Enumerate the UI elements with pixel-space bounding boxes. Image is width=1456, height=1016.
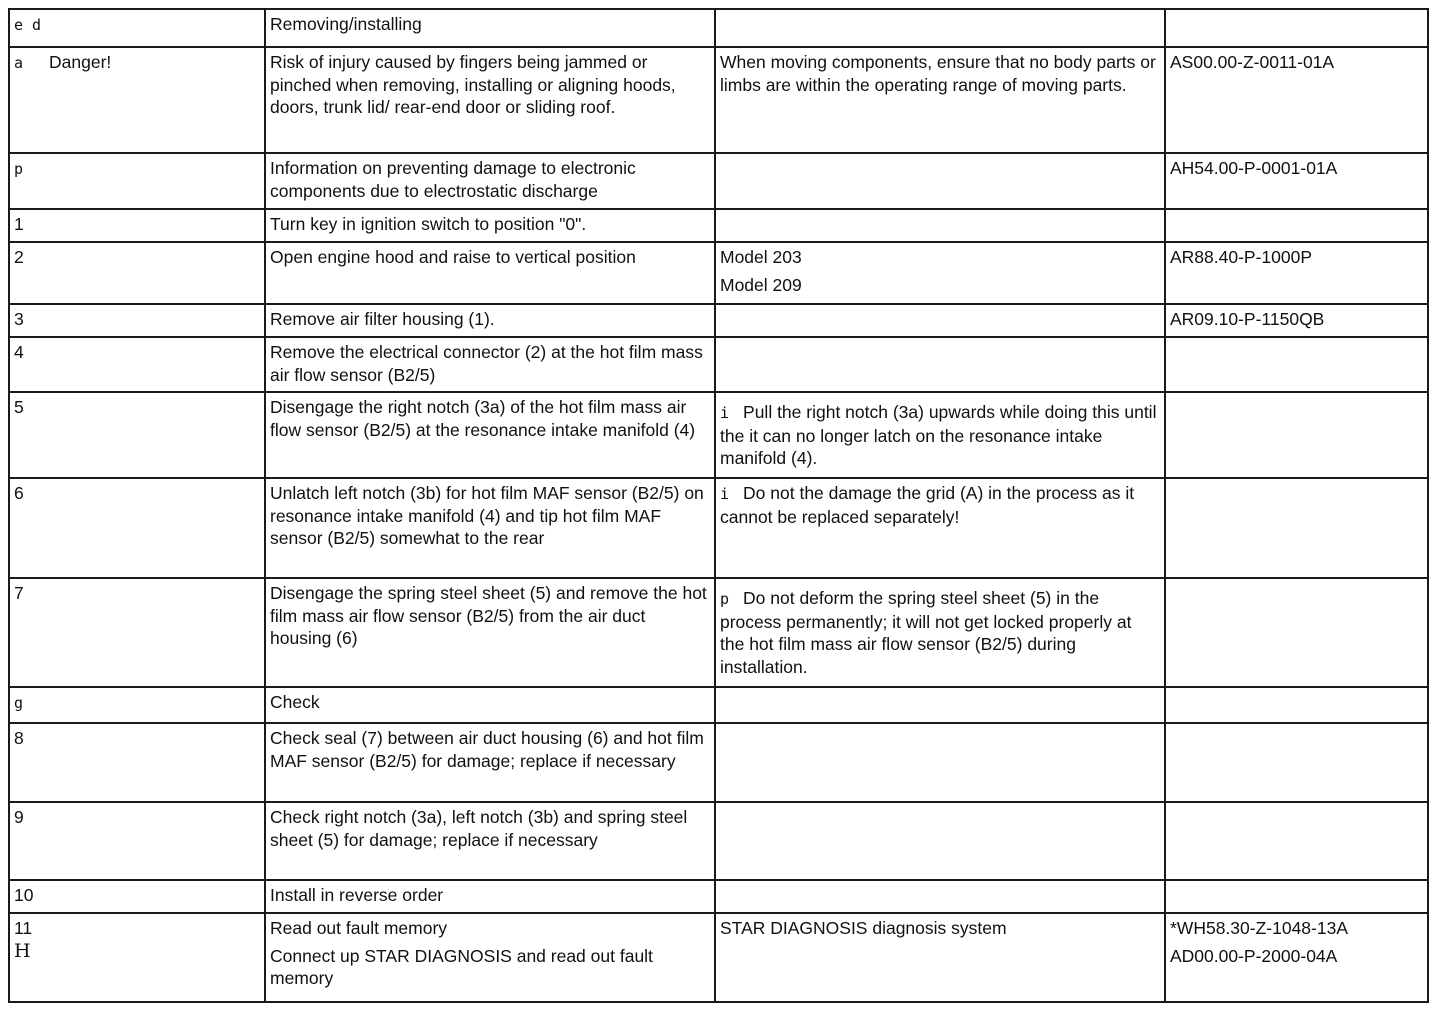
step-number: 3: [9, 304, 265, 337]
step-text: Check seal (7) between air duct housing (6) and hot film MAF sensor (B2/5) for damage; replace if necessary: [265, 723, 715, 802]
step-text: Turn key in ignition switch to position "0".: [265, 209, 715, 242]
table-row: [9, 242, 1428, 304]
step-number: 2: [9, 242, 265, 304]
step-text: Install in reverse order: [265, 880, 715, 913]
step-text: Disengage the right notch (3a) of the hot film mass air flow sensor (B2/5) at the resonance intake manifold (4): [265, 392, 715, 478]
step-number: 10: [9, 880, 265, 913]
step-ref: AR88.40-P-1000P: [1165, 242, 1428, 304]
table-row: [9, 578, 1428, 687]
check-label: Check: [265, 687, 715, 723]
step-text: Remove air filter housing (1).: [265, 304, 715, 337]
info-symbol-icon: i: [720, 485, 730, 503]
check-symbol-icon: g: [14, 694, 24, 712]
step-number: 1: [9, 209, 265, 242]
step-note: STAR DIAGNOSIS diagnosis system: [715, 913, 1165, 1002]
step-number: 7: [9, 578, 265, 687]
header-symbol-cell: [9, 9, 265, 47]
header-title: Removing/installing: [265, 9, 715, 47]
step-subtext: Connect up STAR DIAGNOSIS and read out fault memory: [270, 945, 653, 988]
table-row-danger: [9, 47, 1428, 153]
removal-symbol-icon: e d: [14, 16, 42, 34]
step-text: Read out fault memory: [270, 918, 448, 938]
step-note-model-203: Model 203: [720, 247, 802, 267]
step-text: Unlatch left notch (3b) for hot film MAF sensor (B2/5) on resonance intake manifold (4) and tip hot film MAF sensor (B2/5) somewhat to the rear: [265, 478, 715, 578]
esd-symbol-icon: p: [14, 160, 24, 178]
step-number: 9: [9, 802, 265, 880]
table-row: [9, 337, 1428, 392]
table-row: [9, 209, 1428, 242]
esd-text: Information on preventing damage to electronic components due to electrostatic discharge: [265, 153, 715, 209]
procedure-table: [8, 8, 1429, 1003]
step-note: Do not deform the spring steel sheet (5) in the process permanently; it will not get locked properly at the hot film mass air flow sensor (B2/5) during installation.: [720, 588, 1132, 677]
step-text: Open engine hood and raise to vertical position: [265, 242, 715, 304]
step-text: Remove the electrical connector (2) at the hot film mass air flow sensor (B2/5): [265, 337, 715, 392]
table-row-header: [9, 9, 1428, 47]
table-row: [9, 304, 1428, 337]
table-row: [9, 802, 1428, 880]
step-number: 8: [9, 723, 265, 802]
step-number: 4: [9, 337, 265, 392]
danger-note: When moving components, ensure that no body parts or limbs are within the operating range of moving parts.: [715, 47, 1165, 153]
step-note: Pull the right notch (3a) upwards while doing this until the it can no longer latch on the resonance intake manifold (4).: [720, 402, 1157, 468]
step-text: Disengage the spring steel sheet (5) and remove the hot film mass air flow sensor (B2/5) from the air duct housing (6): [265, 578, 715, 687]
step-number: 11: [14, 918, 33, 938]
table-row: [9, 723, 1428, 802]
warning-symbol-icon: p: [720, 590, 730, 608]
step-ref: AD00.00-P-2000-04A: [1170, 945, 1338, 966]
table-row-check: [9, 687, 1428, 723]
table-row: [9, 392, 1428, 478]
step-note-model-209: Model 209: [720, 274, 802, 295]
table-row: [9, 478, 1428, 578]
table-row: [9, 913, 1428, 1002]
danger-text: Risk of injury caused by fingers being jammed or pinched when removing, installing or aligning hoods, doors, trunk lid/ rear-end door or sliding roof.: [265, 47, 715, 153]
table-row-esd: [9, 153, 1428, 209]
step-text: Check right notch (3a), left notch (3b) and spring steel sheet (5) for damage; replace if necessary: [265, 802, 715, 880]
step-note: Do not the damage the grid (A) in the process as it cannot be replaced separately!: [720, 483, 1135, 527]
diagnosis-symbol-icon: H: [14, 939, 31, 962]
step-number: 6: [9, 478, 265, 578]
danger-label: Danger!: [49, 52, 112, 72]
step-ref: *WH58.30-Z-1048-13A: [1170, 918, 1348, 938]
esd-ref: AH54.00-P-0001-01A: [1165, 153, 1428, 209]
step-number: 5: [9, 392, 265, 478]
step-ref: AR09.10-P-1150QB: [1165, 304, 1428, 337]
table-row: [9, 880, 1428, 913]
danger-ref: AS00.00-Z-0011-01A: [1165, 47, 1428, 153]
danger-symbol-icon: a: [14, 54, 24, 72]
info-symbol-icon: i: [720, 404, 730, 422]
